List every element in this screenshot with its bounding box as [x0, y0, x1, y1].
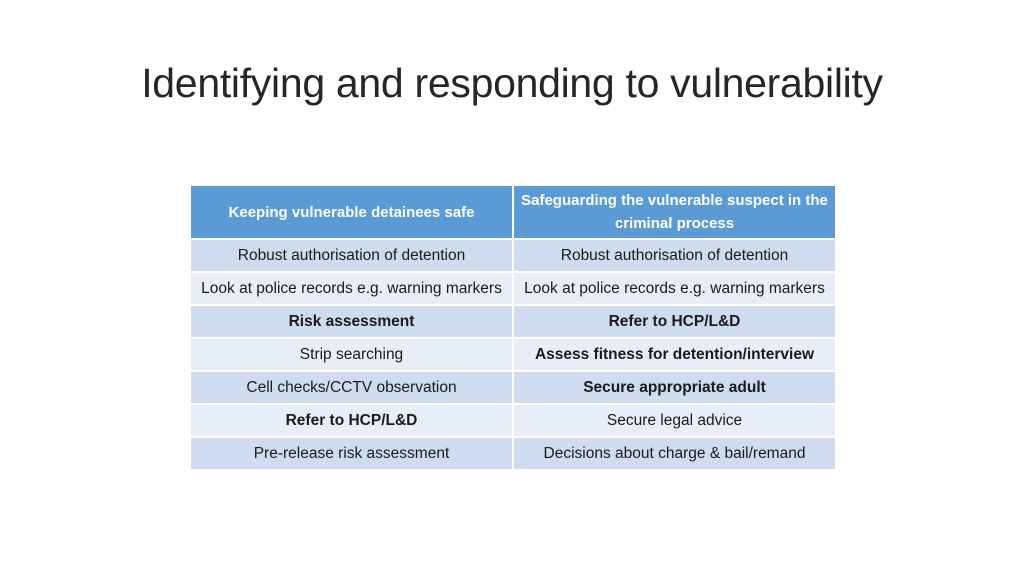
table-cell-left: Strip searching	[190, 338, 513, 371]
table-row	[190, 437, 836, 470]
header-keeping-detainees-safe: Keeping vulnerable detainees safe	[190, 185, 513, 239]
table-cell-left: Refer to HCP/L&D	[190, 404, 513, 437]
table-cell-left: Robust authorisation of detention	[190, 239, 513, 272]
table-cell-right: Robust authorisation of detention	[513, 239, 836, 272]
table-row	[190, 239, 836, 272]
table-cell-right: Look at police records e.g. warning markers	[513, 272, 836, 305]
comparison-table	[189, 184, 837, 471]
header-safeguarding-suspect: Safeguarding the vulnerable suspect in the criminal process	[513, 185, 836, 239]
table-cell-left: Risk assessment	[190, 305, 513, 338]
table-cell-right: Refer to HCP/L&D	[513, 305, 836, 338]
table-row	[190, 305, 836, 338]
table-row	[190, 272, 836, 305]
table-row	[190, 338, 836, 371]
table-cell-left: Look at police records e.g. warning markers	[190, 272, 513, 305]
slide-title: Identifying and responding to vulnerability	[141, 60, 883, 106]
table-row	[190, 404, 836, 437]
table-cell-left: Cell checks/CCTV observation	[190, 371, 513, 404]
table-row	[190, 371, 836, 404]
table-cell-right: Secure appropriate adult	[513, 371, 836, 404]
table-header-row	[190, 185, 836, 239]
table-cell-right: Decisions about charge & bail/remand	[513, 437, 836, 470]
table-cell-right: Secure legal advice	[513, 404, 836, 437]
table-cell-right: Assess fitness for detention/interview	[513, 338, 836, 371]
table-cell-left: Pre-release risk assessment	[190, 437, 513, 470]
